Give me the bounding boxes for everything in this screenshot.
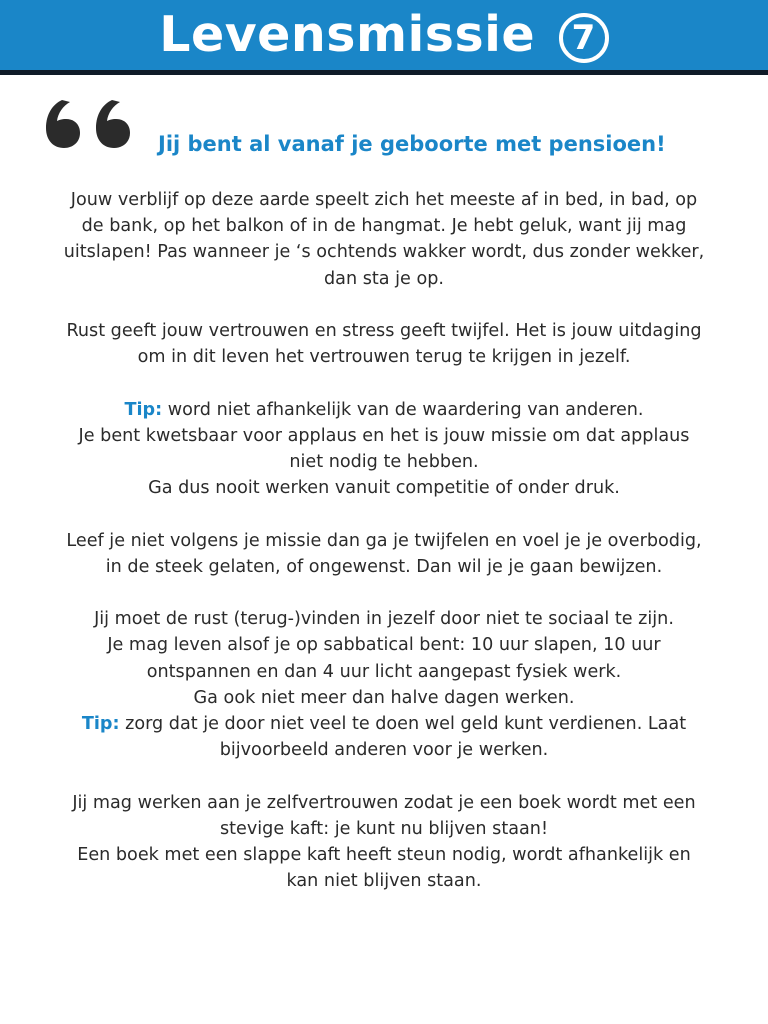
tip1-line-4: Ga dus nooit werken vanuit competitie of onder druk. [148, 478, 620, 499]
tip2-line-2: bijvoorbeeld anderen voor je werken. [219, 740, 549, 761]
paragraph-5 [30, 606, 738, 763]
p1-line-2: de bank, op het balkon of in de hangmat. Je hebt geluk, want jij mag [81, 216, 687, 237]
p6-line-3: Een boek met een slappe kaft heeft steun nodig, wordt afhankelijk en [77, 845, 691, 865]
tip-label: Tip: [124, 399, 163, 420]
p4-line-1: Leef je niet volgens je missie dan ga je twijfelen en voel je je overbodig, [66, 530, 702, 551]
paragraph-6 [30, 790, 738, 895]
p6-line-2: stevige kaft: je kunt nu blijven staan! [219, 818, 549, 839]
number-badge: 7 [559, 13, 609, 63]
header-banner [0, 0, 768, 75]
body-text [30, 187, 738, 921]
p1-line-3: uitslapen! Pas wanneer je ‘s ochtends wakker wordt, dus zonder wekker, [63, 242, 705, 263]
p6-line-1: Jij mag werken aan je zelfvertrouwen zodat je een boek wordt met een [72, 792, 696, 813]
page-title [0, 4, 768, 66]
tip1-line-3: niet nodig te hebben. [289, 452, 479, 472]
tip1-line-2: Je bent kwetsbaar voor applaus en het is jouw missie om dat applaus [78, 425, 690, 446]
p6-line-4: kan niet blijven staan. [286, 871, 482, 892]
paragraph-4 [30, 528, 738, 580]
p5-line-4: Ga ook niet meer dan halve dagen werken. [193, 687, 575, 708]
p1-line-1: Jouw verblijf op deze aarde speelt zich het meeste af in bed, in bad, op [70, 190, 698, 210]
paragraph-1 [30, 187, 738, 292]
quote-headline: Jij bent al vanaf je geboorte met pensioen! [158, 132, 666, 156]
p1-line-4: dan sta je op. [324, 268, 444, 289]
quote-icon [40, 86, 140, 166]
tip2-text: zorg dat je door niet veel te doen wel geld kunt verdienen. Laat [119, 714, 687, 734]
tip1-line-1 [30, 397, 738, 423]
paragraph-tip-1 [30, 397, 738, 502]
p4-line-2: in de steek gelaten, of ongewenst. Dan wil je je gaan bewijzen. [105, 556, 663, 577]
p5-line-3: ontspannen en dan 4 uur licht aangepast fysiek werk. [146, 661, 622, 682]
p2-line-1: Rust geeft jouw vertrouwen en stress geeft twijfel. Het is jouw uitdaging [66, 321, 702, 341]
tip1-text: word niet afhankelijk van de waardering van anderen. [162, 399, 644, 420]
tip-label: Tip: [81, 714, 120, 734]
title-text: Levensmissie [159, 6, 536, 63]
tip2-line-1 [30, 711, 738, 737]
p5-line-1: Jij moet de rust (terug-)vinden in jezelf door niet te sociaal te zijn. [94, 609, 674, 630]
p2-line-2: om in dit leven het vertrouwen terug te krijgen in jezelf. [137, 347, 631, 368]
p5-line-2: Je mag leven alsof je op sabbatical bent: 10 uur slapen, 10 uur [107, 635, 661, 656]
paragraph-2 [30, 318, 738, 370]
